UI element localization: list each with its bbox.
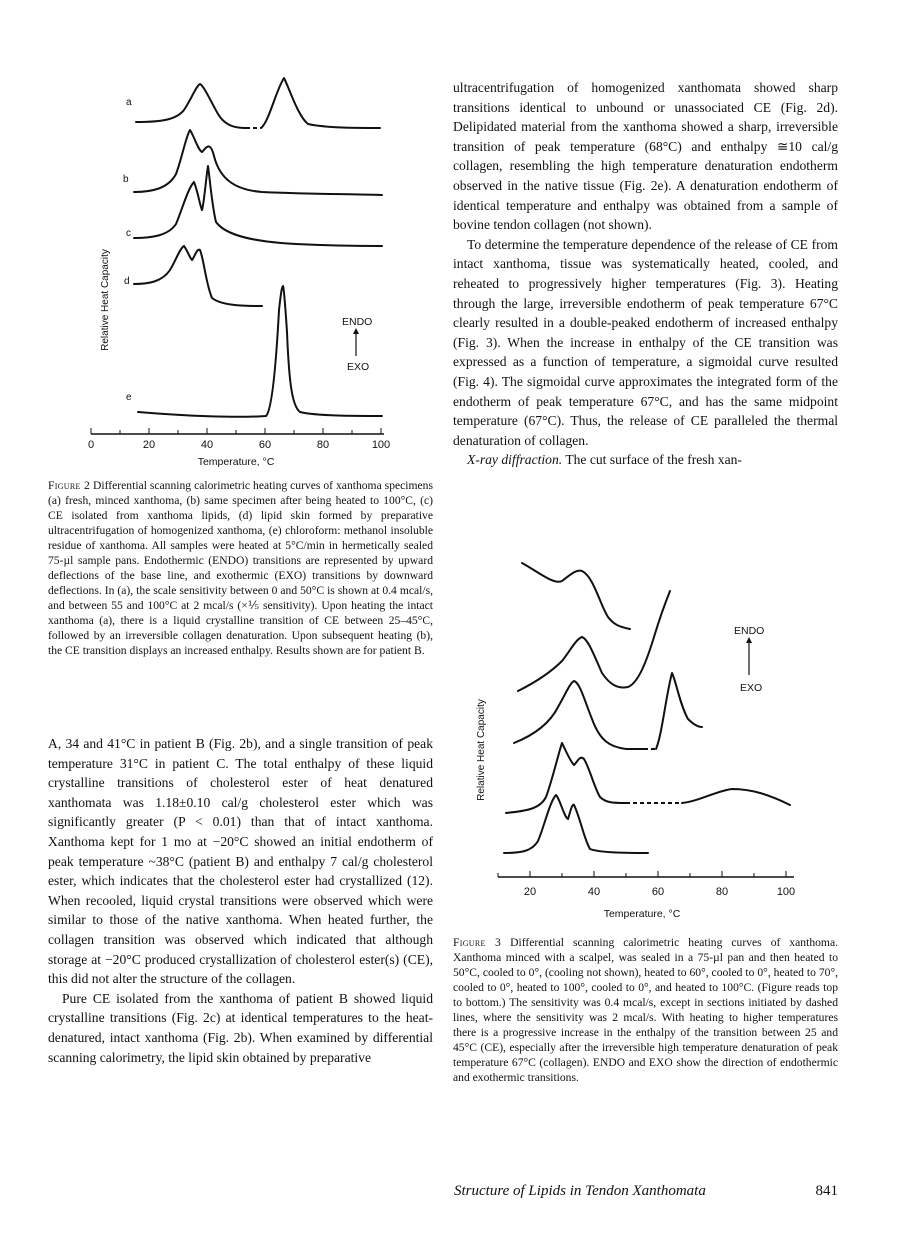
figure-2-plot bbox=[86, 70, 396, 480]
fig2-endo-label: ENDO bbox=[342, 316, 373, 328]
fig2-ticklabel-100: 100 bbox=[371, 439, 391, 451]
figure-3-caption bbox=[453, 935, 838, 1085]
fig2-ticklabel-80: 80 bbox=[316, 439, 330, 451]
figure-3 bbox=[470, 555, 825, 925]
figure-2-caption-text: Differential scanning calorimetric heating curves of xanthoma specimens (a) fresh, minced xanthoma, (b) same specimen after being heated to 100°C, (c) CE isolated from xanthoma lipids, (d) lipid skin formed by preparative ultracentrifugation of homogenized xanthoma, (e) chloroform: methanol insoluble residue of xanthoma. All samples were heated at 5°C/min in hermetically sealed 75-µl sample pans. Endothermic (ENDO) transitions are represented by upward deflections of the base line, and exothermic (EXO) transitions by downward deflections. In (a), the scale sensitivity between 0 and 50°C is shown at 0.4 mcal/s, and between 55 and 100°C at 2 mcal/s (×⅕ sensitivity). Upon heating the intact xanthoma (a), there is a liquid crystalline transition of CE between 25–45°C, followed by an irreversible collagen denaturation. Upon subsequent heating (b), the CE transition displays an increased enthalpy. Results shown are for patient B. bbox=[48, 479, 433, 657]
paragraph: ultracentrifugation of homogenized xanthomata showed sharp transitions identical to unbound or unassociated CE (Fig. 2d). Delipidated material from the xanthoma showed a sharp, irreversible transition of peak temperature (68°C) and enthalpy ≅10 cal/g collagen, resembling the high temperature denaturation endotherm observed in the native tissue (Fig. 2e). A denaturation endotherm of identical temperature and enthalpy was obtained from a sample of bovine tendon collagen (not shown). bbox=[453, 80, 838, 233]
fig2-curve-a-2 bbox=[261, 78, 380, 128]
right-column-text bbox=[453, 78, 838, 470]
fig3-endo-label: ENDO bbox=[734, 625, 765, 637]
fig3-ticklabel-20: 20 bbox=[523, 886, 537, 898]
fig2-label-b: b bbox=[123, 174, 129, 185]
fig2-ticklabel-20: 20 bbox=[142, 439, 156, 451]
fig2-ticklabel-0: 0 bbox=[87, 439, 95, 451]
fig3-curve-2 bbox=[518, 591, 670, 691]
fig2-ylabel: Relative Heat Capacity bbox=[100, 249, 111, 351]
fig2-label-d: d bbox=[124, 276, 130, 287]
paragraph: To determine the temperature dependence of the release of CE from intact xanthoma, tissue was systematically heated, cooled, and reheated to progressively higher temperatures (Fig. 3). Heating through the large, irreversible endotherm of peak temperature 67°C clearly resulted in a double-peaked endotherm of increased enthalpy (Fig. 3). When the increase in enthalpy of the CE transition was expressed as a function of temperature, a sigmoidal curve resulted (Fig. 4). The sigmoidal curve approximates the integrated form of the endotherm of peak temperature 67°C, and has the same midpoint temperature (67°C). Thus, the release of CE paralleled the thermal denaturation of collagen. bbox=[453, 236, 838, 448]
fig3-ticklabel-40: 40 bbox=[587, 886, 601, 898]
fig2-curve-c bbox=[134, 166, 382, 246]
figure-2-caption-lead: Figure 2 bbox=[48, 479, 91, 492]
fig3-curve-4 bbox=[506, 743, 626, 813]
fig3-curve-4-b bbox=[682, 789, 790, 805]
fig3-xlabel: Temperature, °C bbox=[603, 908, 681, 920]
fig2-ticklabel-40: 40 bbox=[200, 439, 214, 451]
figure-3-caption-text: Differential scanning calorimetric heating curves of xanthoma. Xanthoma minced with a scalpel, was sealed in a 75-µl pan and then heated to 50°C, cooled to 0°, (cooling not shown), heated to 60°, cooled to 0°, heated to 70°, cooled to 0°, heated to 100°, cooled to 0°, and heated to 100°C. (Figure reads top to bottom.) The sensitivity was 0.4 mcal/s, except in sections initiated by dashed lines, where the sensitivity was 2 mcal/s. With heating to higher temperatures there is a progressive increase in the enthalpy of the transition between 25 and 45°C (CE), especially after the irreversible high temperature denaturation of peak temperature 67°C (collagen). ENDO and EXO show the direction of endothermic and exothermic transitions. bbox=[453, 936, 838, 1084]
xray-text: The cut surface of the fresh xan- bbox=[565, 452, 742, 468]
figure-3-plot bbox=[470, 555, 825, 925]
running-title: Structure of Lipids in Tendon Xanthomata bbox=[454, 1183, 706, 1199]
fig3-endo-arrowhead bbox=[746, 637, 752, 643]
figure-2 bbox=[86, 70, 396, 480]
fig2-exo-label: EXO bbox=[347, 361, 370, 373]
figure-2-caption bbox=[48, 478, 433, 658]
paragraph: Pure CE isolated from the xanthoma of patient B showed liquid crystalline transitions (Fig. 2c) at identical temperatures to the heat-denatured, intact xanthoma (Fig. 2b). When examined by differential scanning calorimetry, the lipid skin obtained by preparative bbox=[48, 990, 433, 1065]
left-column-text bbox=[48, 734, 433, 1067]
page-footer bbox=[454, 1183, 838, 1200]
xray-paragraph bbox=[453, 450, 838, 470]
paragraph: A, 34 and 41°C in patient B (Fig. 2b), and a single transition of peak temperature 31°C in patient C. The total enthalpy of these liquid crystalline transitions of cholesterol ester of heat denatured xanthomata was 1.18±0.10 cal/g cholesterol ester which was significantly greater (P < 0.01) than that of intact xanthoma. Xanthoma kept for 1 mo at −20°C showed an initial endotherm of peak temperature ~38°C (patient B) and enthalpy 7 cal/g cholesterol ester, which indicates that the cholesterol ester had crystallized (12). When recooled, liquid crystal transitions were observed which were similar to those of the native xanthoma. When heated further, the collagen transition was observed which indicated that although storage at −20°C produced crystallization of cholesterol ester(s) (CE), this did not alter the structure of the collagen. bbox=[48, 736, 433, 987]
fig3-ticklabel-80: 80 bbox=[715, 886, 729, 898]
page-number: 841 bbox=[815, 1183, 838, 1199]
fig3-curve-3-b bbox=[656, 673, 702, 749]
fig2-ticklabel-60: 60 bbox=[258, 439, 272, 451]
fig2-label-e: e bbox=[126, 392, 132, 403]
fig3-curve-3 bbox=[514, 681, 644, 749]
fig3-ticklabel-100: 100 bbox=[776, 886, 796, 898]
fig2-label-c: c bbox=[126, 228, 131, 239]
fig2-curve-a bbox=[136, 84, 246, 128]
fig2-endo-arrowhead bbox=[353, 328, 359, 334]
fig2-label-a: a bbox=[126, 97, 132, 108]
xray-heading: X-ray diffraction. bbox=[467, 452, 563, 468]
fig2-xlabel: Temperature, °C bbox=[197, 456, 275, 468]
fig2-curve-b bbox=[134, 130, 382, 195]
fig3-ylabel: Relative Heat Capacity bbox=[476, 699, 487, 801]
fig2-curve-d bbox=[134, 246, 262, 306]
fig3-curve-1 bbox=[522, 563, 630, 629]
fig3-exo-label: EXO bbox=[740, 682, 763, 694]
fig3-ticklabel-60: 60 bbox=[651, 886, 665, 898]
figure-3-caption-lead: Figure 3 bbox=[453, 936, 502, 949]
